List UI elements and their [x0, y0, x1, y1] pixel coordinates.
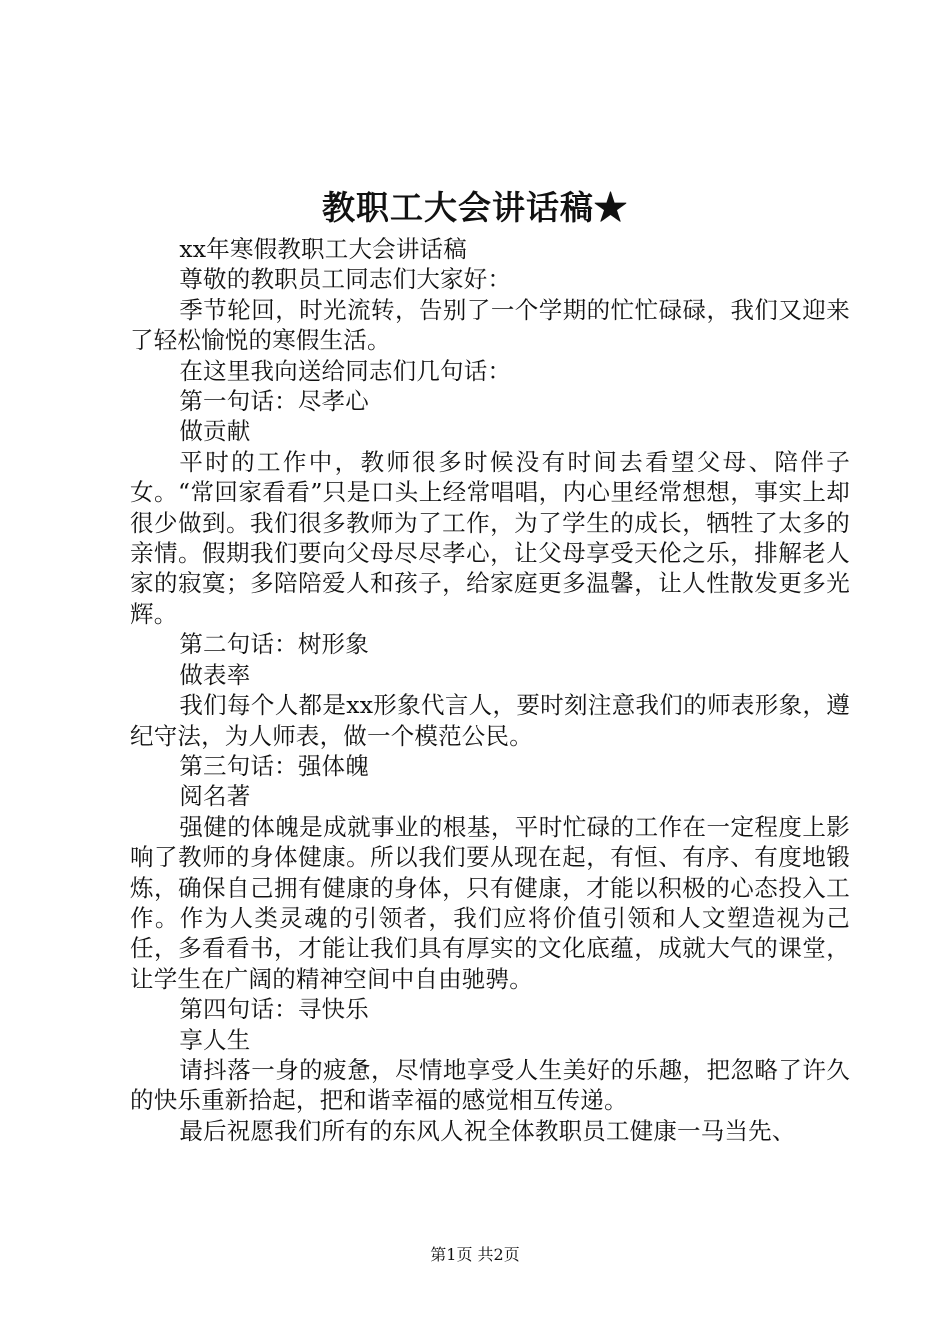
- heading-third-sentence: 第三句话：强体魄: [179, 751, 369, 780]
- paragraph-closing: 最后祝愿我们所有的东风人祝全体教职员工健康一马当先、: [179, 1116, 796, 1145]
- paragraph-lead-in: 在这里我向送给同志们几句话：: [179, 356, 512, 385]
- heading-second-sentence-sub: 做表率: [179, 660, 251, 689]
- heading-first-sentence: 第一句话：尽孝心: [179, 387, 369, 416]
- paragraph-fourth-body: 请抖落一身的疲惫，尽情地享受人生美好的乐趣，把忽略了许久的快乐重新拾起，把和谐幸福的感觉相互传递。: [130, 1055, 850, 1115]
- heading-fourth-sentence: 第四句话：寻快乐: [179, 995, 369, 1024]
- heading-first-sentence-sub: 做贡献: [179, 417, 251, 446]
- heading-second-sentence: 第二句话：树形象: [179, 630, 369, 659]
- document-title: 教职工大会讲话稿★: [322, 188, 628, 227]
- paragraph-first-body: 平时的工作中，教师很多时候没有时间去看望父母、陪伴子女。“常回家看看”只是口头上经常唱唱，内心里经常想想，事实上却很少做到。我们很多教师为了工作，为了学生的成长，牺牲了太多的亲情。假期我们要向父母尽尽孝心，让父母享受天伦之乐，排解老人家的寂寞；多陪陪爱人和孩子，给家庭更多温馨，让人性散发更多光辉。: [130, 447, 850, 628]
- paragraph-greeting: 尊敬的教职员工同志们大家好：: [179, 265, 512, 294]
- document-body: [130, 234, 850, 1146]
- paragraph-second-body: 我们每个人都是xx形象代言人，要时刻注意我们的师表形象，遵纪守法，为人师表，做一个模范公民。: [130, 691, 850, 750]
- paragraph-subtitle: xx年寒假教职工大会讲话稿: [179, 235, 467, 263]
- paragraph-intro: 季节轮回，时光流转，告别了一个学期的忙忙碌碌，我们又迎来了轻松愉悦的寒假生活。: [130, 295, 850, 355]
- heading-fourth-sentence-sub: 享人生: [179, 1025, 251, 1054]
- heading-third-sentence-sub: 阅名著: [179, 782, 251, 811]
- page-number: 第1页 共2页: [430, 1245, 520, 1264]
- paragraph-third-body: 强健的体魄是成就事业的根基，平时忙碌的工作在一定程度上影响了教师的身体健康。所以我们要从现在起，有恒、有序、有度地锻炼，确保自己拥有健康的身体，只有健康，才能以积极的心态投入工作。作为人类灵魂的引领者，我们应将价值引领和人文塑造视为己任，多看看书，才能让我们具有厚实的文化底蕴，成就大气的课堂，让学生在广阔的精神空间中自由驰骋。: [130, 812, 850, 993]
